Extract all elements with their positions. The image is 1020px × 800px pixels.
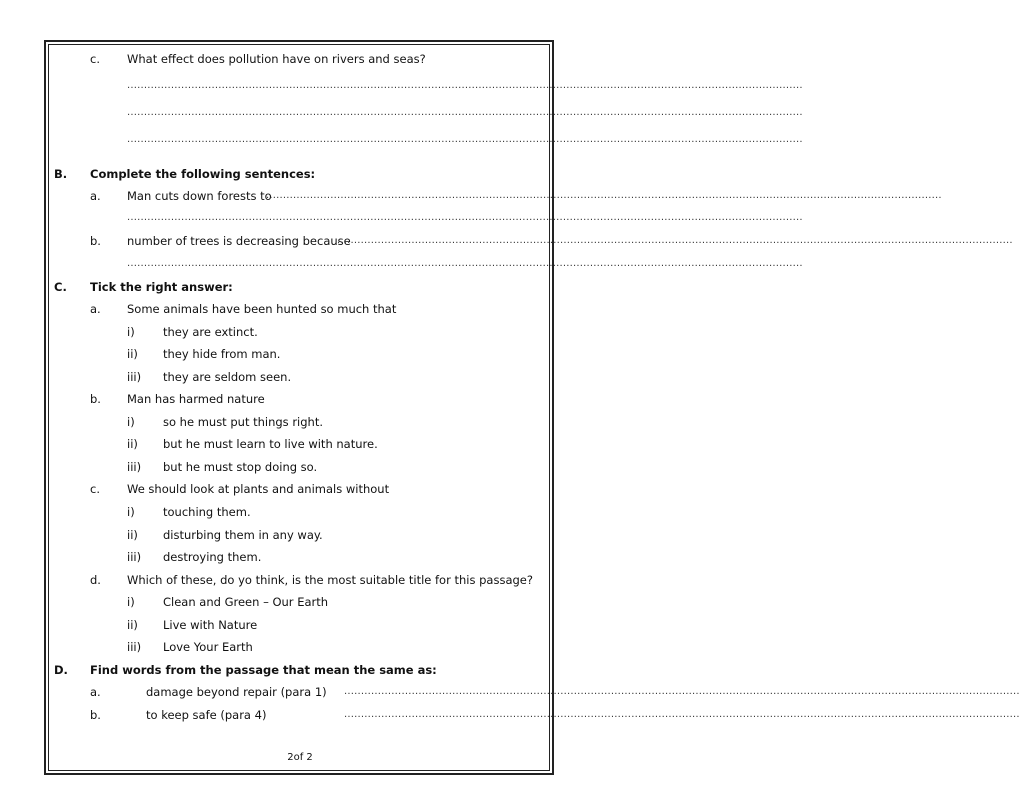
option-number: iii) — [127, 460, 142, 474]
option-text[interactable]: Live with Nature — [163, 618, 258, 632]
option-number: ii) — [127, 347, 138, 361]
answer-line[interactable]: ........................................................................................................................................................................................................ — [337, 235, 1013, 246]
question-text: Man has harmed nature — [127, 392, 265, 406]
option-number: ii) — [127, 618, 138, 632]
question-letter: d. — [90, 573, 101, 587]
section-title: Complete the following sentences: — [90, 167, 316, 181]
option-text[interactable]: but he must learn to live with nature. — [163, 437, 378, 451]
answer-line[interactable]: ........................................................................................................................................................................................................ — [127, 107, 803, 118]
question-letter: a. — [90, 302, 101, 316]
answer-line[interactable]: ........................................................................................................................................................................................................ — [266, 190, 942, 201]
section-letter: D. — [54, 663, 68, 677]
option-text[interactable]: they hide from man. — [163, 347, 281, 361]
answer-line[interactable]: ........................................................................................................................................................................................................ — [127, 134, 803, 145]
section-title: Find words from the passage that mean the same as: — [90, 663, 437, 677]
question-text: Man cuts down forests to — [127, 189, 272, 203]
option-number: ii) — [127, 528, 138, 542]
question-letter: c. — [90, 482, 100, 496]
option-number: i) — [127, 595, 135, 609]
page-number: 2of 2 — [287, 752, 313, 763]
page-border-inner — [48, 44, 1020, 771]
answer-line[interactable]: ........................................................................................................................................................................................................ — [127, 212, 803, 223]
question-text: number of trees is decreasing because — [127, 234, 351, 248]
option-text[interactable]: destroying them. — [163, 550, 262, 564]
option-number: i) — [127, 415, 135, 429]
option-text[interactable]: disturbing them in any way. — [163, 528, 323, 542]
question-letter: a. — [90, 189, 101, 203]
question-text: Which of these, do yo think, is the most suitable title for this passage? — [127, 573, 533, 587]
option-text[interactable]: they are seldom seen. — [163, 370, 292, 384]
section-title: Tick the right answer: — [90, 280, 233, 294]
option-number: ii) — [127, 437, 138, 451]
option-text[interactable]: Clean and Green – Our Earth — [163, 595, 329, 609]
question-letter: b. — [90, 234, 101, 248]
option-text[interactable]: Love Your Earth — [163, 640, 253, 654]
option-number: i) — [127, 505, 135, 519]
answer-line[interactable]: ........................................................................................................................................................................................................ — [344, 709, 1020, 720]
answer-line[interactable]: ........................................................................................................................................................................................................ — [127, 80, 803, 91]
section-letter: B. — [54, 167, 68, 181]
question-letter: a. — [90, 685, 101, 699]
question-text: Some animals have been hunted so much that — [127, 302, 397, 316]
option-number: iii) — [127, 370, 142, 384]
question-text: damage beyond repair (para 1) — [146, 685, 327, 699]
answer-line[interactable]: ........................................................................................................................................................................................................ — [127, 258, 803, 269]
question-letter: b. — [90, 708, 101, 722]
question-letter: b. — [90, 392, 101, 406]
option-number: iii) — [127, 550, 142, 564]
section-letter: C. — [54, 280, 67, 294]
question-letter: c. — [90, 52, 100, 66]
option-text[interactable]: they are extinct. — [163, 325, 258, 339]
option-text[interactable]: touching them. — [163, 505, 251, 519]
question-text: to keep safe (para 4) — [146, 708, 267, 722]
question-text: We should look at plants and animals without — [127, 482, 390, 496]
question-text: What effect does pollution have on rivers and seas? — [127, 52, 426, 66]
option-number: iii) — [127, 640, 142, 654]
answer-line[interactable]: ........................................................................................................................................................................................................ — [344, 686, 1020, 697]
option-number: i) — [127, 325, 135, 339]
option-text[interactable]: so he must put things right. — [163, 415, 324, 429]
option-text[interactable]: but he must stop doing so. — [163, 460, 318, 474]
